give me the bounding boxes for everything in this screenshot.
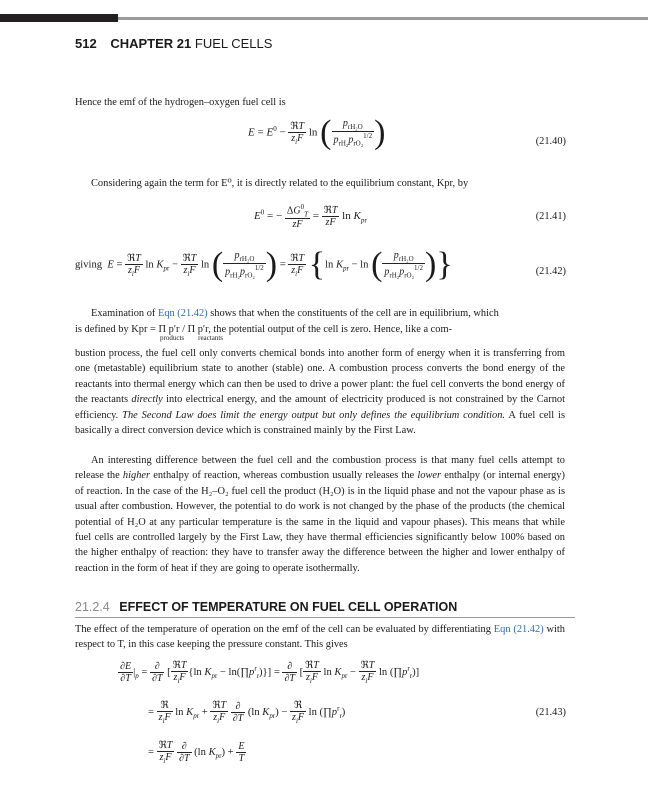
- chapter-title: FUEL CELLS: [194, 36, 273, 51]
- examination-line-2: is defined by Kpr = Π p′r / Π p′r, the potential output of the cell is zero. Hence, like a com-: [75, 324, 453, 335]
- giving-word: giving: [75, 259, 103, 271]
- equation-21-42: giving E = $\frac{\text{ℜT}}{z_iF}$ $\ln K_{pr}$ − $\frac{\text{ℜT}}{z_iF}$ ln ( $\frac{p_{rH_2O}}{p_{rH_2}p_{rO_2}^{1/2}}$ ) = $\frac{\text{ℜT}}{z_iF}$ {ln $K_{pr} - \ln$ ( $\frac{p_{rH_2O}}{p_{rH_2}p_{rO_2}^{1/2}}$ )}: [75, 246, 453, 283]
- eqn-21-42-link-2[interactable]: Eqn (21.42): [493, 624, 544, 635]
- top-bar-light-segment: [118, 17, 648, 20]
- section-heading: [75, 600, 457, 614]
- considering-paragraph: Considering again the term for E⁰, it is directly related to the equilibrium constant, Kpr, by: [91, 178, 469, 189]
- section-paragraph: The effect of the temperature of operation on the emf of the cell can be evaluated by differentiating Eqn (21.42) with respect to T, in this case keeping the pressure constant. This gives: [75, 624, 565, 651]
- equation-21-43-line-3: = $\frac{\text{ℜT}}{z_iF}$ $\frac{\partial}{\partial T}$ (ln $K_{pr}$) + $\frac{E}{T}$: [148, 740, 245, 765]
- product-reactant-labels: products reactants: [160, 334, 223, 342]
- section-number: 21.2.4: [75, 600, 110, 614]
- top-bar-dark-segment: [0, 14, 118, 22]
- equation-number-21-43: (21.43): [535, 707, 566, 718]
- section-title: EFFECT OF TEMPERATURE ON FUEL CELL OPERATION: [119, 600, 458, 614]
- equation-number-21-42: (21.42): [535, 266, 566, 277]
- examination-paragraph-body: bustion process, the fuel cell only converts chemical bonds into another form of energy when it is transferring from one (metastable) equilibrium state to another (stable) one. A combustion process converts the bond energy of the reactants into thermal energy which can then be used to drive a power plant: the fuel cell converts the bond energy of the reactants directly into electrical energy, and the amount of electricity produced is not constrained by the Carnot efficiency. The Second Law does limit the energy output but only defines the equilibrium condition. A fuel cell is basically a direct conversion device which is constrained mainly by the First Law.: [75, 348, 565, 437]
- equation-21-43-line-2: = $\frac{\text{ℜ}}{z_iF}$ $\ln K_{pr}$ + $\frac{\text{ℜT}}{z_iF}$ $\frac{\partial}{\partial T}$ (ln $K_{pr}$) − $\frac{\text{ℜ}}{z_iF}$ $\ln (\prod p^r_r)$: [148, 700, 346, 725]
- examination-line-1: Examination of Eqn (21.42) shows that when the constituents of the cell are in equilibrium, which: [91, 308, 499, 319]
- equation-number-21-41: (21.41): [535, 211, 566, 222]
- difference-paragraph: An interesting difference between the fuel cell and the combustion process is that many fuel cells attempt to release the higher enthalpy of reaction, whereas combustion usually releases the lower enthalpy (or internal energy) of reaction. In the case of the H₂–O₂ fuel cell the product (H₂O) is in the liquid phase and not the vapour phase as is usual after combustion. However, the potential to do work is not changed by the phase of the products (the chemical potential of H₂O at any particular temperature is the same in the liquid and vapour phases). This means that while fuel cells are controlled largely by the First Law, they have thermal efficiencies significantly below 100% based on the higher enthalpy of reaction: they have to transfer away the difference between the higher and lower enthalpy of reaction in the form of heat if they are going to operate isothermally.: [75, 455, 565, 574]
- equation-number-21-40: (21.40): [535, 136, 566, 147]
- equation-21-40: $E = E^0$ − $\frac{\text{ℜT}}{z_iF}$ ln ( $\frac{p_{rH_2O}}{p_{rH_2}p_{rO_2}^{1/2}}$ ): [248, 114, 386, 151]
- equation-21-41: $E^0$ = − $\frac{\Delta G^0_T}{zF}$ = $\frac{\text{ℜT}}{zF}$ $\ln K_{pr}$: [254, 203, 367, 231]
- top-color-bar: [0, 0, 648, 22]
- section-rule: [75, 617, 575, 618]
- eqn-21-42-link[interactable]: Eqn (21.42): [157, 308, 208, 319]
- equation-21-43-line-1: $\frac{\partial E}{\partial T}$ $|_p$ = $\frac{\partial}{\partial T}$ [ $\frac{\text{ℜT}}{z_iF}$ {ln $K_{pr}$ − $\ln(\prod p^r_r)$}] = $\frac{\partial}{\partial T}$ [ $\frac{\text{ℜT}}{z_iF}$ $\ln K_{pr}$ − $\frac{\text{ℜT}}{z_iF}$ $\ln (\prod p^r_r)$]: [120, 660, 420, 685]
- running-head: [75, 36, 272, 51]
- page-number: 512: [75, 36, 97, 51]
- intro-paragraph: Hence the emf of the hydrogen–oxygen fuel cell is: [75, 97, 286, 108]
- chapter-label: CHAPTER 21: [110, 36, 192, 51]
